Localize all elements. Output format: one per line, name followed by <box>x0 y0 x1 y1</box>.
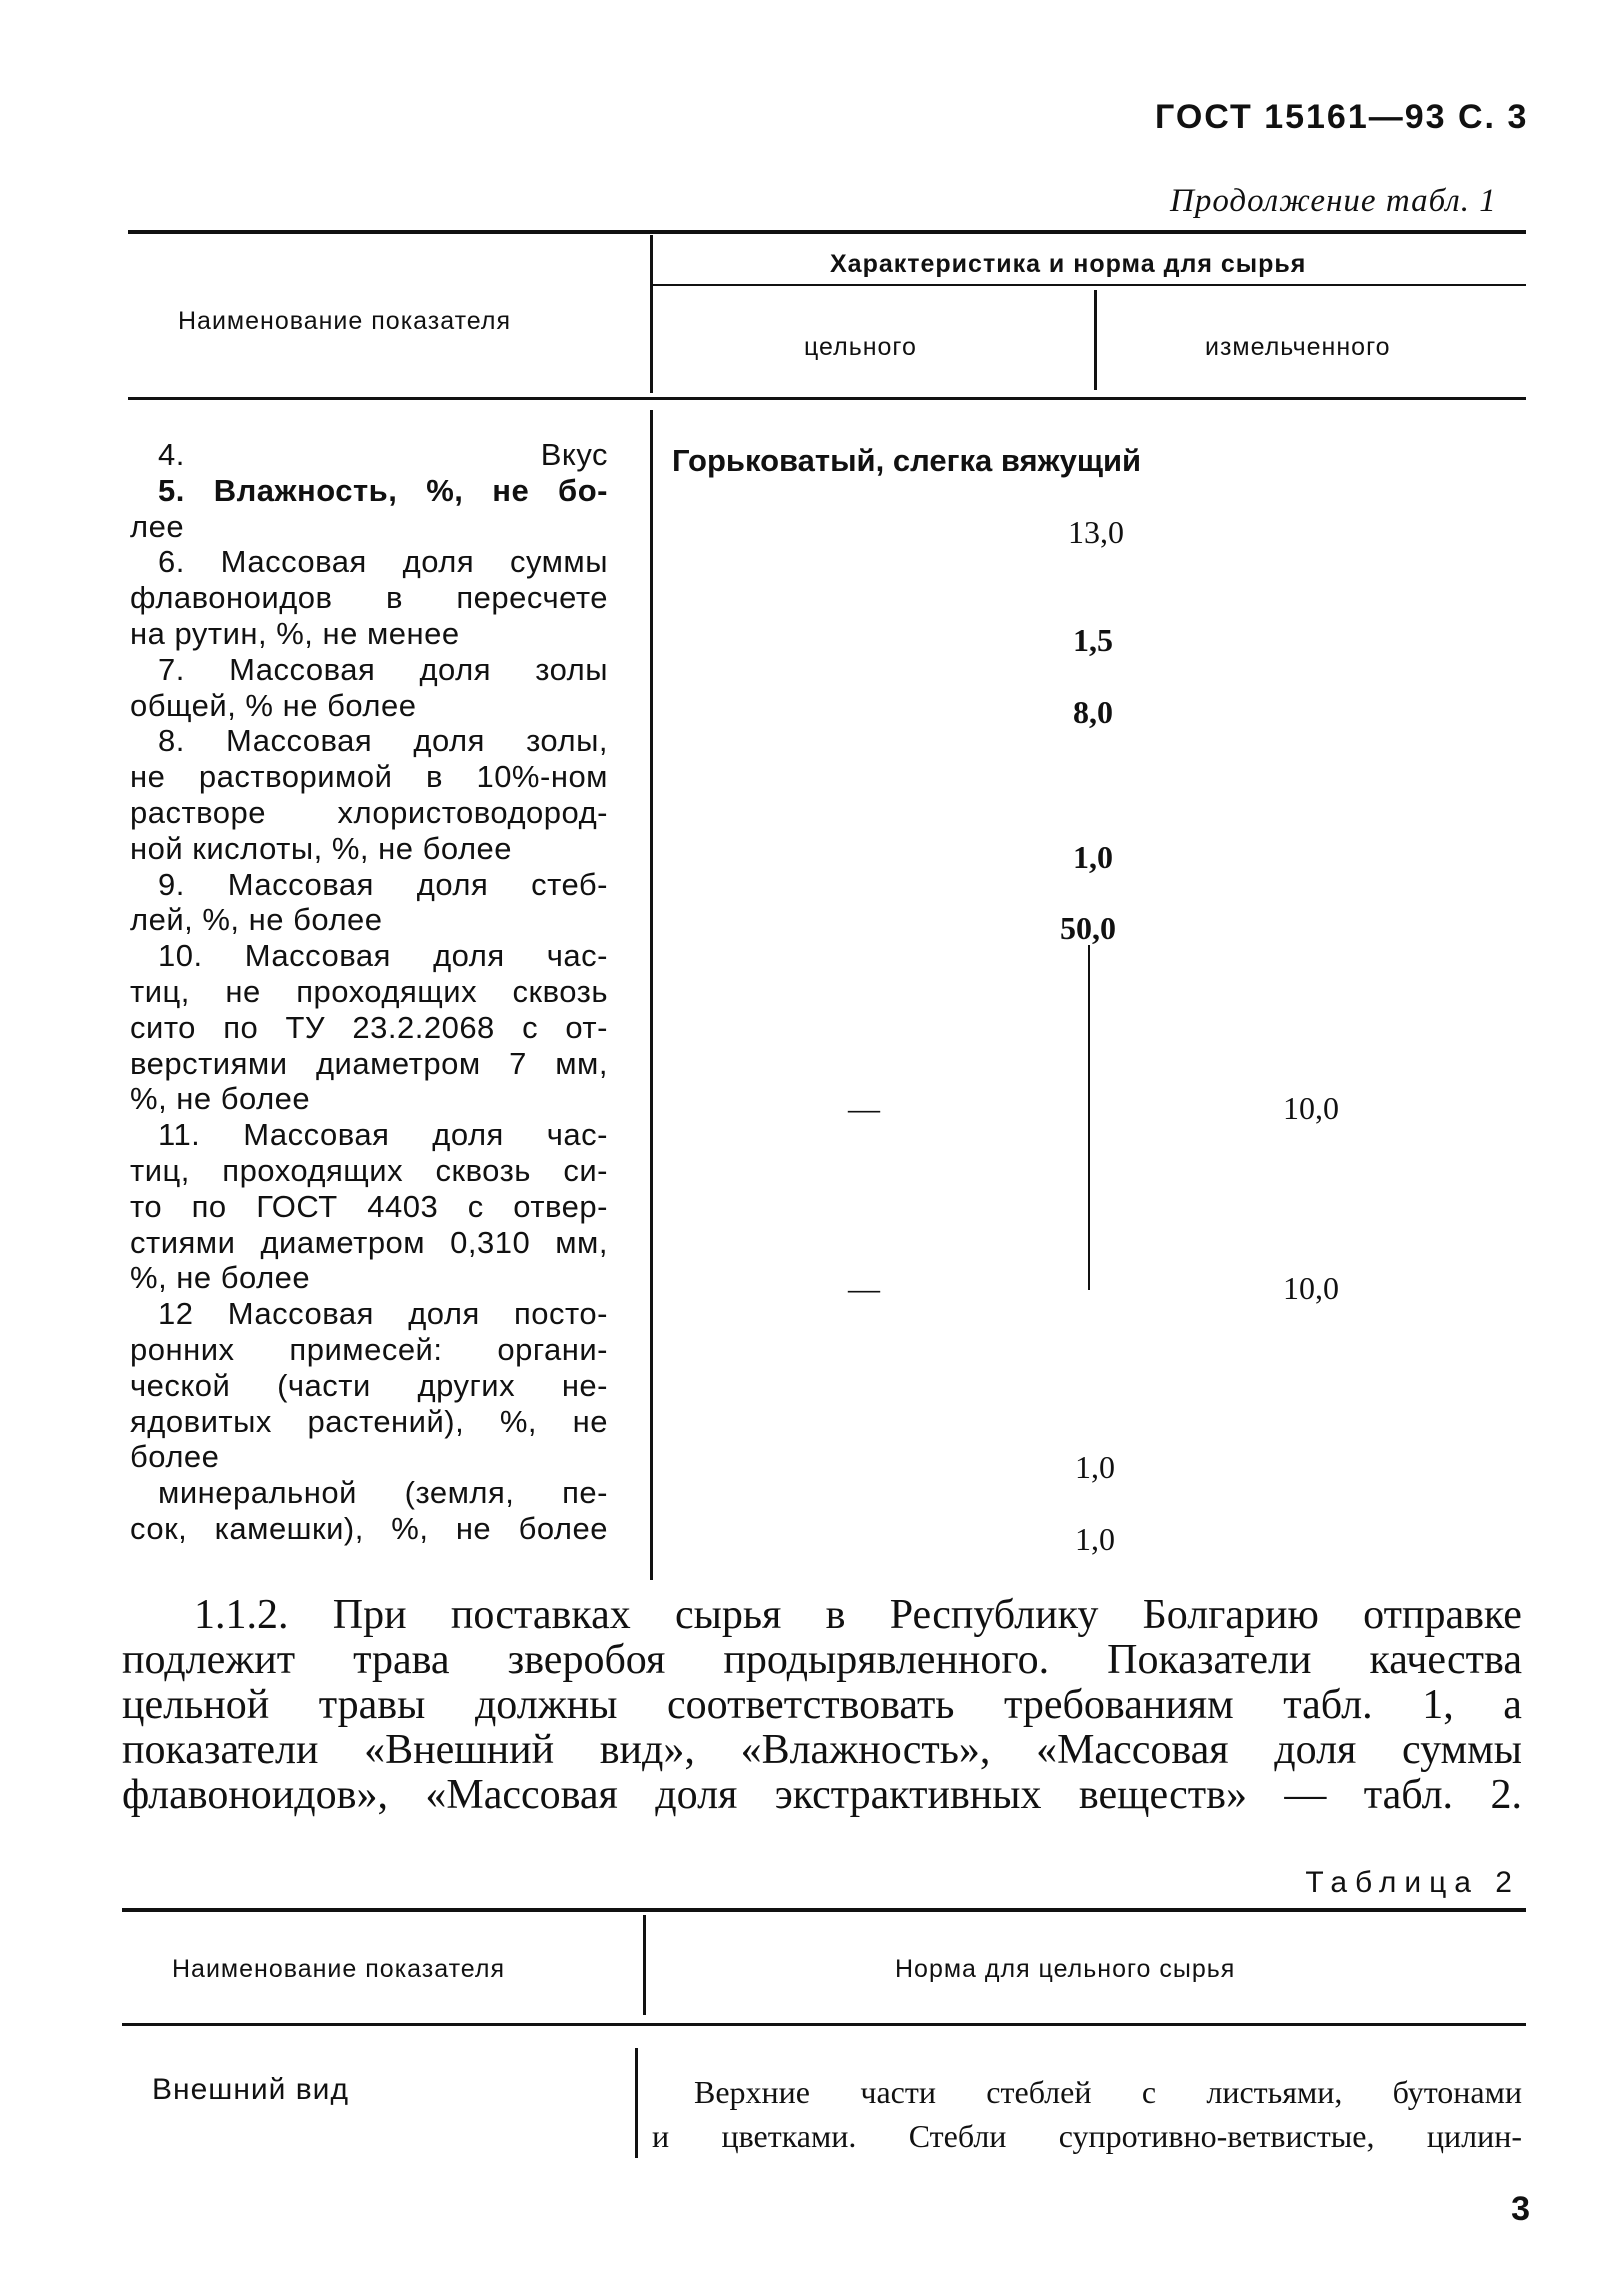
table1-header-rule <box>128 397 1526 400</box>
indicator-line: верстиями диаметром 7 мм, <box>130 1045 608 1081</box>
value-mineral-impurities: 1,0 <box>1075 1521 1115 1557</box>
indicator-line: общей, % не более <box>130 687 417 723</box>
page-number: 3 <box>1511 2190 1530 2228</box>
indicator-line: 10. Массовая доля час- <box>158 938 608 974</box>
table2-row-name: Внешний вид <box>152 2073 349 2106</box>
indicator-line: %, не более <box>130 1081 311 1117</box>
table1-top-rule <box>128 230 1526 234</box>
indicator-line: 12 Массовая доля посто- <box>158 1296 608 1332</box>
value-particles-passing-crushed: 10,0 <box>1283 1270 1339 1306</box>
indicator-line: ронних примесей: органи- <box>130 1331 608 1367</box>
indicator-line: ческой (части других не- <box>130 1367 608 1403</box>
table1-indicator-list <box>130 437 608 1547</box>
table2-col-indicator: Наименование показателя <box>172 1955 505 1983</box>
indicator-line: растворе хлористоводород- <box>130 794 608 830</box>
value-particles-passing-whole: — <box>848 1270 880 1306</box>
document-header: ГОСТ 15161—93 С. 3 <box>1155 98 1529 136</box>
paragraph-line: 1.1.2. При поставках сырья в Республику Болгарию отправке <box>194 1592 1522 1638</box>
indicator-line: стиями диаметром 0,310 мм, <box>130 1224 608 1260</box>
indicator-line: 9. Массовая доля стеб- <box>158 866 608 902</box>
value-particles-not-passing-whole: — <box>848 1090 880 1126</box>
indicator-line: более <box>130 1439 220 1475</box>
table1-col-indicator: Наименование показателя <box>178 307 511 335</box>
table1-subcol-body-divider <box>1088 945 1090 1290</box>
table1-col-group: Характеристика и норма для сырья <box>830 250 1307 278</box>
indicator-line: тиц, проходящих сквозь си- <box>130 1152 608 1188</box>
value-stems: 50,0 <box>1060 910 1116 946</box>
value-flavonoids: 1,5 <box>1073 622 1113 658</box>
indicator-line: сито по ТУ 23.2.2068 с от- <box>130 1009 608 1045</box>
table-continuation-label: Продолжение табл. 1 <box>1170 183 1497 219</box>
indicator-line: %, не более <box>130 1260 311 1296</box>
table2-header-rule <box>122 2023 1526 2026</box>
table2-body-divider <box>635 2048 638 2158</box>
paragraph-line: флавоноидов», «Массовая доля экстрактивных веществ» — табл. 2. <box>122 1772 1522 1818</box>
indicator-line: ной кислоты, %, не более <box>130 830 513 866</box>
indicator-line: тиц, не проходящих сквозь <box>130 973 608 1009</box>
table2-top-rule <box>122 1908 1526 1912</box>
value-organic-impurities: 1,0 <box>1075 1449 1115 1485</box>
table1-col-whole: цельного <box>804 333 917 361</box>
table1-header-divider <box>650 235 653 393</box>
paragraph-line: показатели «Внешний вид», «Влажность», «Массовая доля суммы <box>122 1727 1522 1773</box>
value-particles-not-passing-crushed: 10,0 <box>1283 1090 1339 1126</box>
value-ash-total: 8,0 <box>1073 694 1113 730</box>
paragraph-line: подлежит трава зверобоя продырявленного. Показатели качества <box>122 1637 1522 1683</box>
value-moisture: 13,0 <box>1068 514 1124 550</box>
indicator-line: не растворимой в 10%-ном <box>130 759 608 795</box>
indicator-line: на рутин, %, не менее <box>130 615 460 651</box>
table2-col-norm: Норма для цельного сырья <box>895 1955 1236 1983</box>
indicator-line: лее <box>130 508 185 544</box>
table2-header-divider <box>643 1915 646 2015</box>
indicator-line: ядовитых растений), %, не <box>130 1403 608 1439</box>
table1-group-rule <box>652 284 1526 286</box>
body-paragraph <box>122 1593 1522 1818</box>
paragraph-line: цельной травы должны соответствовать требованиям табл. 1, а <box>122 1682 1522 1728</box>
description-line: Верхние части стеблей с листьями, бутонами <box>694 2074 1522 2110</box>
indicator-line: 7. Массовая доля золы <box>158 651 608 687</box>
table2-label: Таблица 2 <box>1305 1866 1520 1899</box>
table1-body-divider <box>650 410 653 1580</box>
value-taste: Горьковатый, слегка вяжущий <box>672 443 1142 478</box>
description-line: и цветками. Стебли супротивно-ветвистые, цилин- <box>652 2118 1522 2154</box>
indicator-line: 11. Массовая доля час- <box>158 1117 608 1153</box>
indicator-line: сок, камешки), %, не более <box>130 1510 608 1546</box>
table1-subcol-divider <box>1094 290 1097 390</box>
indicator-line: 8. Массовая доля золы, <box>158 723 608 759</box>
indicator-line: 4. Вкус <box>158 437 608 472</box>
value-ash-insoluble: 1,0 <box>1073 839 1113 875</box>
indicator-line: 6. Массовая доля суммы <box>158 544 608 580</box>
indicator-line: минеральной (земля, пе- <box>158 1475 608 1511</box>
indicator-line: лей, %, не более <box>130 902 383 938</box>
table1-col-crushed: измельченного <box>1205 333 1391 361</box>
indicator-line: то по ГОСТ 4403 с отвер- <box>130 1188 608 1224</box>
indicator-line: 5. Влажность, %, не бо- <box>158 472 608 508</box>
table2-row-description <box>652 2070 1522 2158</box>
indicator-line: флавоноидов в пересчете <box>130 580 608 616</box>
